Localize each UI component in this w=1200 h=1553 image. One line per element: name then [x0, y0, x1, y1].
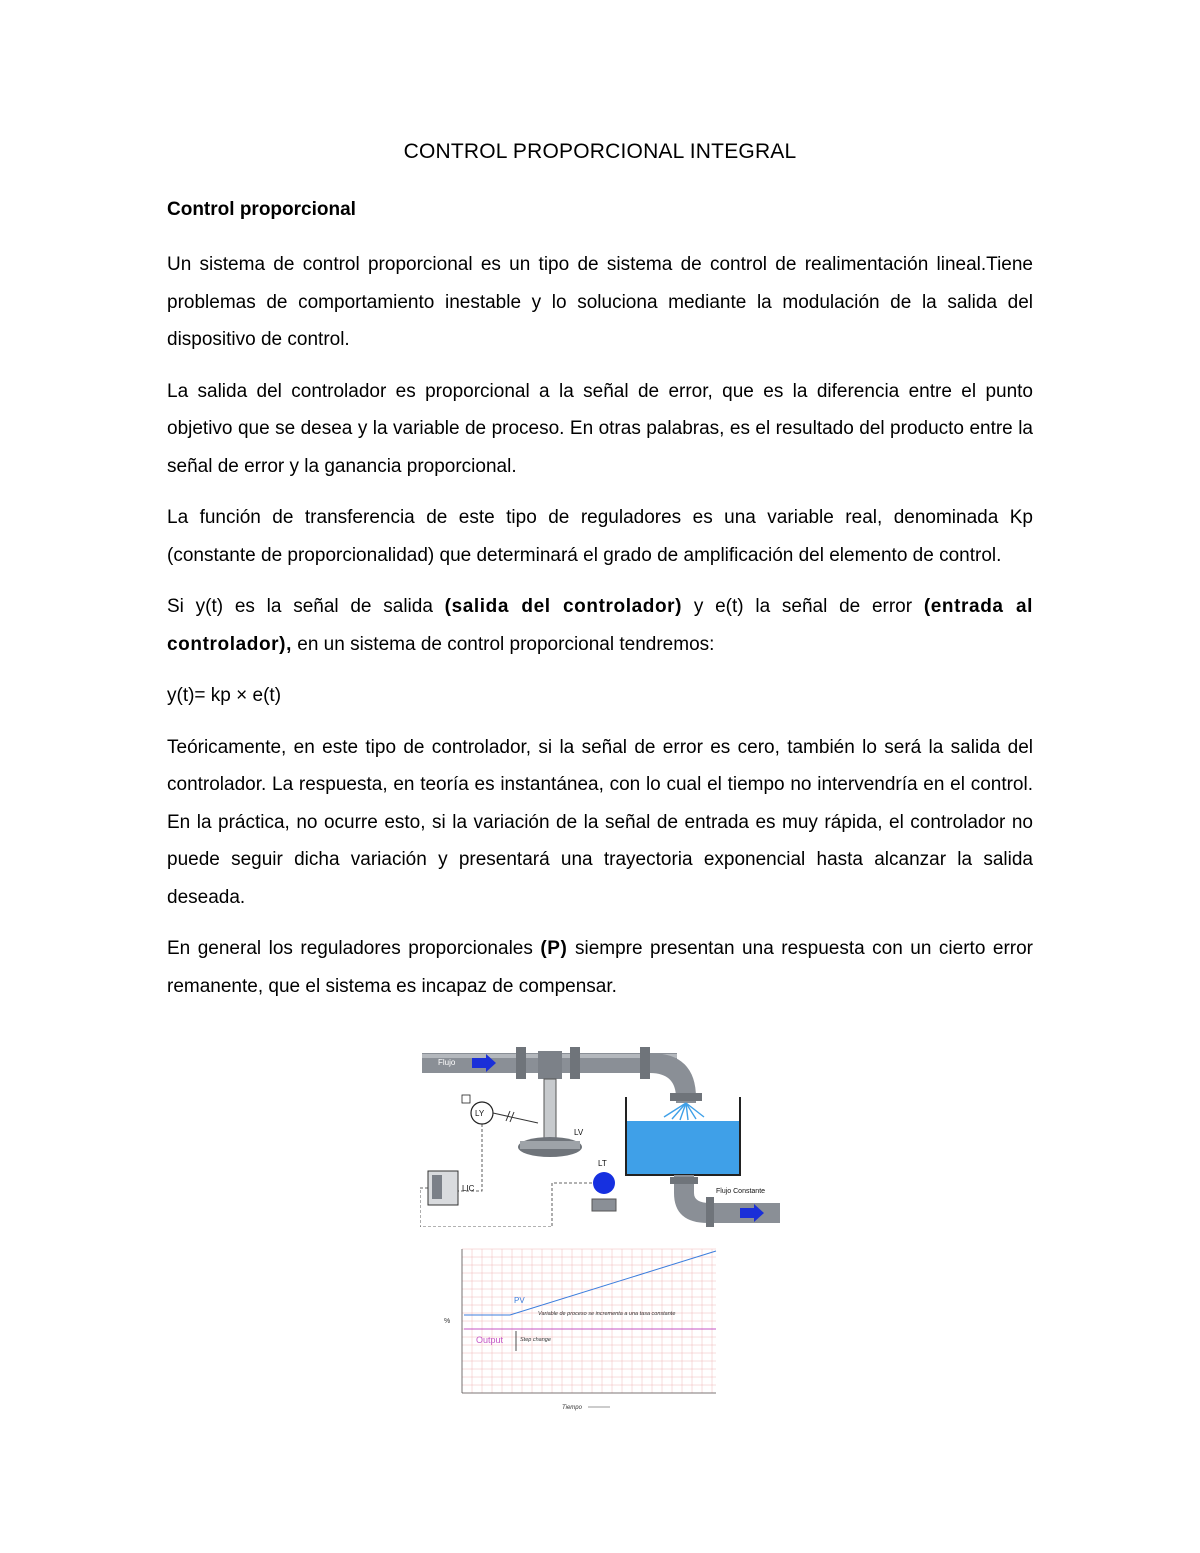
valve-stem — [544, 1079, 556, 1139]
page-title: CONTROL PROPORCIONAL INTEGRAL — [403, 140, 797, 163]
paragraph-3: La función de transferencia de este tipo de reguladores es una variable real, denominada Kp (constante de proporcionalidad) que determinará el grado de amplificación del elemento de control. — [167, 507, 1033, 566]
output-label: Output — [476, 1335, 504, 1345]
x-axis-label: Tiempo — [562, 1405, 582, 1411]
response-graph — [438, 1243, 728, 1413]
section-heading: Control proporcional — [167, 199, 356, 220]
pipe-flange — [570, 1047, 580, 1079]
step-change-label: Step change — [520, 1337, 551, 1343]
document-body — [167, 196, 1033, 1019]
paragraph-5: Teóricamente, en este tipo de controlador, si la señal de error es cero, también lo será la salida del controlador. La respuesta, en teoría es instantánea, con lo cual el tiempo no intervendría en el control. En la práctica, no ocurre esto, si la variación de la señal de entrada es muy rápida, el controlador no puede seguir dicha variación y presentará una trayectoria exponencial hasta alcanzar la salida deseada. — [167, 736, 1033, 908]
y-axis-label: % — [444, 1318, 451, 1325]
formula: y(t)= kp × e(t) — [167, 685, 282, 706]
paragraph-6-text-a: En general los reguladores proporcionales — [167, 938, 541, 959]
lt-label: LT — [598, 1159, 607, 1168]
lic-label: LIC — [462, 1184, 475, 1193]
pv-label: PV — [514, 1296, 525, 1305]
valve-body — [538, 1051, 562, 1079]
paragraph-1: Un sistema de control proporcional es un tipo de sistema de control de realimentación lineal.Tiene problemas de comportamiento inestable y lo soluciona mediante la modulación de la salida del dispositivo de control. — [167, 254, 1033, 350]
paragraph-4-bold-input: (entrada al controlador), — [167, 596, 1033, 655]
flow-in-label: Flujo — [438, 1058, 456, 1067]
level-control-diagram — [420, 1043, 782, 1227]
pipe-flange — [706, 1197, 714, 1227]
paragraph-4-bold-output: (salida del controlador) — [444, 596, 683, 617]
paragraph-6-text-c: siempre presentan una respuesta con un cierto error remanente, que el sistema es incapaz de compensar. — [167, 938, 1034, 997]
pipe-flange — [670, 1177, 698, 1184]
graph-annotation: Variable de proceso se incrementa a una tasa constante — [538, 1311, 676, 1317]
paragraph-4-text-a: Si y(t) es la señal de salida — [167, 596, 445, 617]
paragraph-6-bold-p: (P) — [540, 938, 568, 959]
paragraph-4-text-e: en un sistema de control proporcional tendremos: — [291, 633, 715, 655]
ly-label: LY — [475, 1109, 485, 1118]
paragraph-2: La salida del controlador es proporcional a la señal de error, que es la diferencia entre el punto objetivo que se desea y la variable de proceso. En otras palabras, es el resultado del producto entre la señal de error y la ganancia proporcional. — [167, 380, 1033, 477]
paragraph-4-text-c: y e(t) la señal de error — [682, 596, 924, 617]
pipe-flange — [516, 1047, 526, 1079]
water-level — [626, 1121, 740, 1175]
lt-sensor-icon — [593, 1172, 615, 1194]
paragraph-4 — [167, 588, 1033, 663]
lv-label: LV — [574, 1128, 584, 1137]
paragraph-6 — [167, 930, 1033, 1005]
pipe-flange — [640, 1047, 650, 1079]
flow-out-label: Flujo Constante — [716, 1188, 766, 1195]
